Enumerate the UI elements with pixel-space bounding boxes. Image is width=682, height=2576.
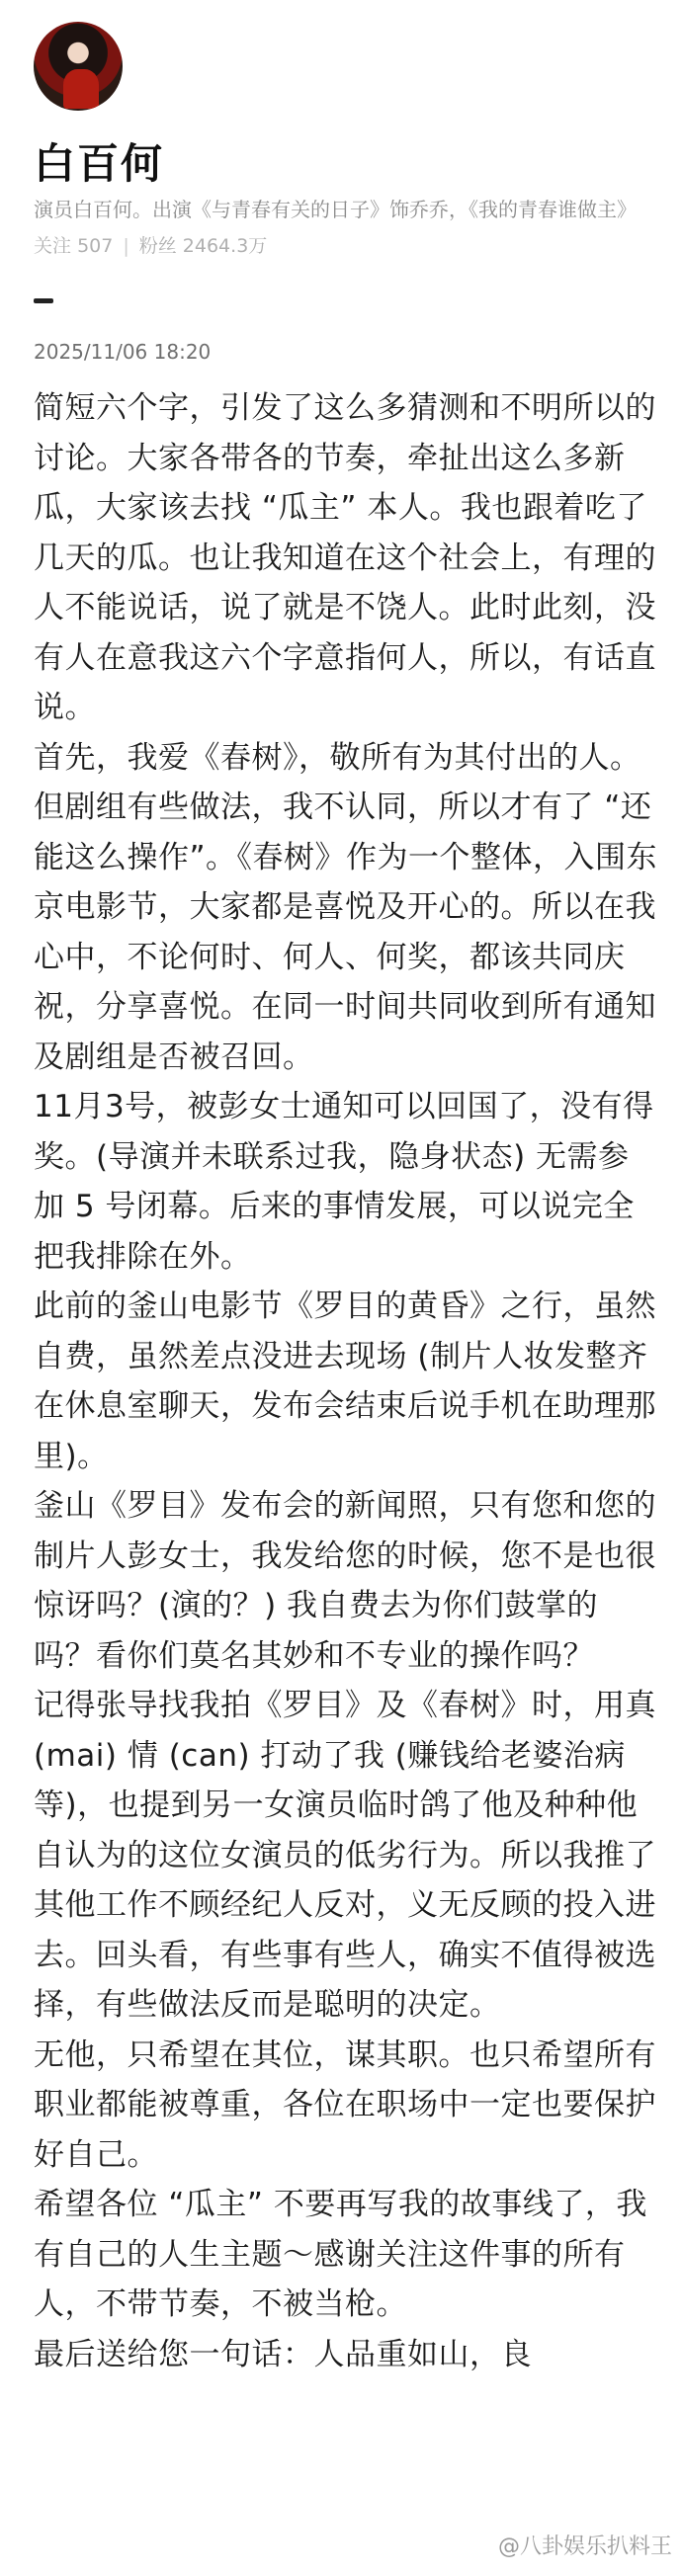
post-paragraph: 记得张导找我拍《罗目》及《春树》时，用真 (mai) 情 (can) 打动了我 (赚钱给老婆治病等)，也提到另一女演员临时鸽了他及种种他自认为的这位女演员的低劣行为。所以我推了其他工作不顾经纪人反对，义无反顾的投入进去。回头看，有些事有些人，确实不值得被选择，有些做法反而是聪明的决定。: [34, 1688, 656, 2023]
post-paragraph: 此前的釜山电影节《罗目的黄昏》之行，虽然自费，虽然差点没进去现场 (制片人妆发整齐在休息室聊天，发布会结束后说手机在助理那里)。: [34, 1288, 656, 1474]
minus-icon: [34, 298, 53, 303]
post-paragraph: 但剧组有些做法，我不认同，所以才有了 “还能这么操作”。《春树》作为一个整体，入围东京电影节，大家都是喜悦及开心的。所以在我心中，不论何时、何人、何奖，都该共同庆祝，分享喜悦。在同一时间共同收到所有通知及剧组是否被召回。: [34, 789, 658, 1075]
follow-label: 关注: [34, 235, 72, 257]
post-content: [34, 383, 658, 2379]
post-timestamp: 2025/11/06 18:20: [34, 340, 212, 364]
avatar[interactable]: [34, 22, 123, 111]
post-paragraph: 最后送给您一句话：人品重如山，良: [34, 2336, 532, 2372]
fans-label: 粉丝: [138, 235, 177, 257]
post-paragraph: 无他，只希望在其位，谋其职。也只希望所有职业都能被尊重，各位在职场中一定也要保护好自己。: [34, 2036, 656, 2173]
profile-name[interactable]: 白百何: [34, 139, 165, 188]
post-paragraph: 釜山《罗目》发布会的新闻照，只有您和您的制片人彭女士，我发给您的时候，您不是也很惊讶吗？(演的？) 我自费去为你们鼓掌的吗？看你们莫名其妙和不专业的操作吗？: [34, 1488, 656, 1674]
stats-divider: |: [123, 235, 129, 257]
follow-count: 507: [77, 235, 114, 257]
source-handle: @八卦娱乐扒料王: [496, 2530, 674, 2560]
fans-count: 2464.3万: [182, 235, 268, 257]
fans-stat[interactable]: [139, 235, 268, 257]
follow-stat[interactable]: [34, 235, 113, 257]
post-paragraph: 简短六个字，引发了这么多猜测和不明所以的讨论。大家各带各的节奏，牵扯出这么多新瓜，大家该去找 “瓜主” 本人。我也跟着吃了几天的瓜。也让我知道在这个社会上，有理的人不能说话，说了就是不饶人。此时此刻，没有人在意我这六个字意指何人，所以，有话直说。: [34, 390, 656, 725]
profile-bio: 演员白百何。出演《与青春有关的日子》饰乔乔，《我的青春谁做主》: [34, 198, 637, 221]
profile-stats: [34, 231, 267, 258]
post-paragraph: 11月3号，被彭女士通知可以回国了，没有得奖。(导演并未联系过我，隐身状态) 无需参加 5 号闭幕。后来的事情发展，可以说完全把我排除在外。: [34, 1089, 654, 1275]
post-paragraph: 首先，我爱《春树》，敬所有为其付出的人。: [34, 739, 641, 776]
post-paragraph: 希望各位 “瓜主” 不要再写我的故事线了，我有自己的人生主题～感谢关注这件事的所有人，不带节奏，不被当枪。: [34, 2187, 647, 2322]
